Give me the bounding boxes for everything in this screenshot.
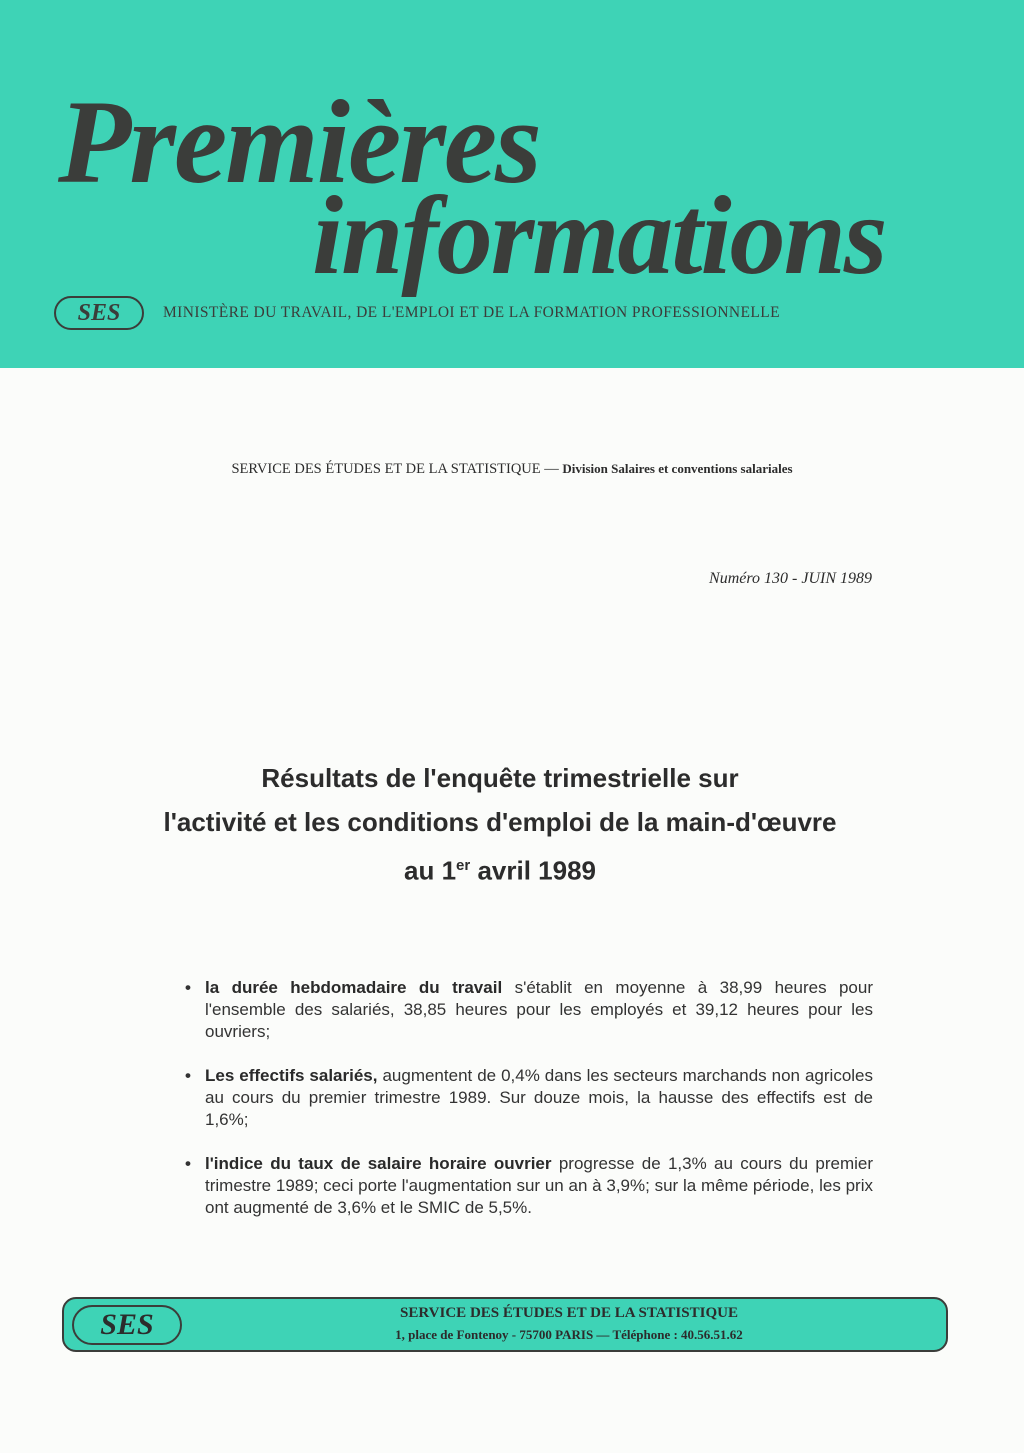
ses-logo: SES (54, 296, 144, 330)
masthead-title-line-1: Premières (58, 75, 540, 208)
finding-text: augmentent de 0,4% dans les secteurs marchands non agricoles au cours du premier trimestre 1989. Sur douze mois, la hausse des effectifs est de 1,6%; (205, 1066, 873, 1129)
finding-highlight: la durée hebdomadaire du travail (205, 978, 503, 997)
list-item (185, 977, 873, 1043)
title-line-1: Résultats de l'enquête trimestrielle sur (261, 763, 739, 793)
service-name: SERVICE DES ÉTUDES ET DE LA STATISTIQUE (231, 461, 541, 477)
title-line-2: l'activité et les conditions d'emploi de la main-d'œuvre (163, 807, 837, 837)
title-line-3-suffix: avril 1989 (470, 855, 596, 886)
service-line (0, 461, 1024, 478)
footer-ses-logo: SES (72, 1305, 182, 1345)
key-findings-list (185, 977, 873, 1241)
masthead (0, 0, 1024, 368)
finding-text: s'établit en moyenne à 38,99 heures pour l'ensemble des salariés, 38,85 heures pour les employés et 39,12 heures pour les ouvriers; (205, 978, 873, 1041)
issue-number: Numéro 130 - JUIN 1989 (709, 570, 872, 587)
footer-banner (62, 1297, 948, 1352)
title-line-3 (0, 844, 1000, 893)
finding-highlight: l'indice du taux de salaire horaire ouvrier (205, 1154, 552, 1173)
document-title (0, 756, 1000, 893)
finding-text: progresse de 1,3% au cours du premier trimestre 1989; ceci porte l'augmentation sur un an à 3,9%; sur la même période, les prix ont augmenté de 3,6% et le SMIC de 5,5%. (205, 1154, 874, 1217)
finding-highlight: Les effectifs salariés, (205, 1066, 378, 1085)
service-division: Division Salaires et conventions salariales (562, 461, 793, 476)
list-item (185, 1153, 873, 1219)
bullet-icon: • (185, 1066, 191, 1085)
service-separator: — (540, 461, 563, 477)
masthead-title-line-2: informations (312, 174, 886, 298)
bullet-icon: • (185, 1154, 191, 1173)
title-line-3-prefix: au 1 (404, 855, 457, 886)
bullet-icon: • (185, 978, 191, 997)
title-line-3-sup: er (456, 857, 471, 874)
list-item (185, 1065, 873, 1131)
ministry-name: MINISTÈRE DU TRAVAIL, DE L'EMPLOI ET DE LA FORMATION PROFESSIONNELLE (163, 304, 781, 321)
footer-address: 1, place de Fontenoy - 75700 PARIS — Téléphone : 40.56.51.62 (395, 1327, 743, 1342)
footer-service-name: SERVICE DES ÉTUDES ET DE LA STATISTIQUE (400, 1305, 738, 1321)
